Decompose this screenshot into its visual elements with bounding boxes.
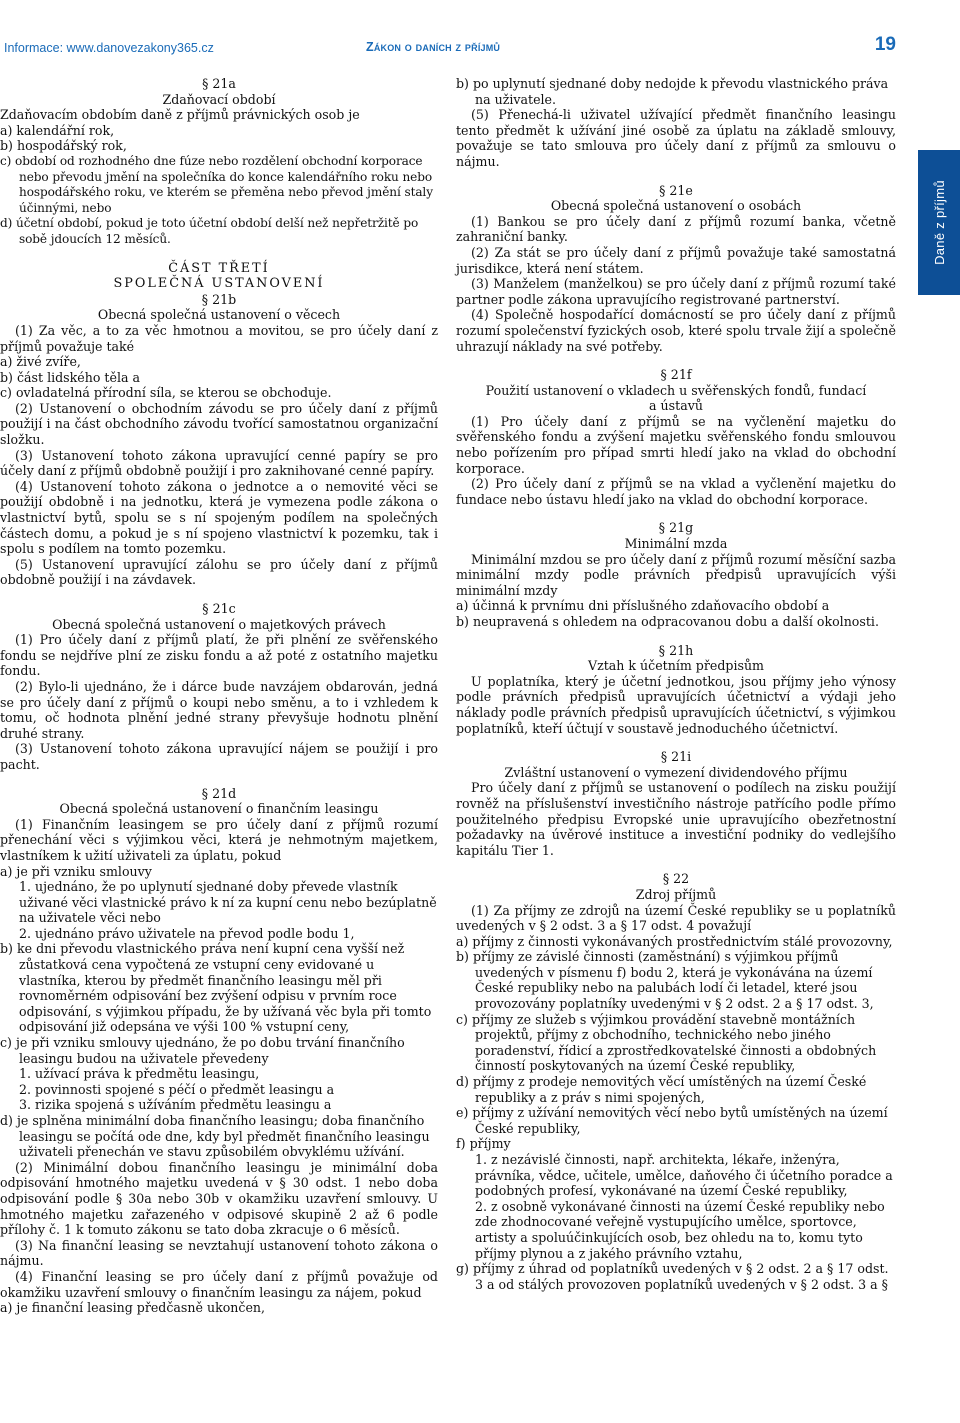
list-item: b) neupravená s ohledem na odpracovanou dobu a další okolnosti. [456,614,879,629]
paragraph: (1) Bankou se pro účely daní z příjmů rozumí banka, včetně zahraniční banky. [456,213,896,245]
list-item: c) ovladatelná přírodní síla, se kterou se obchoduje. [0,385,332,401]
paragraph: Zdaňovacím obdobím daně z příjmů právnických osob je [0,107,360,123]
right-column [456,76,896,1292]
paragraph: (2) Minimální dobou finančního leasingu je minimální doba odpisování hmotného majetku uvedená v § 30 odst. 1 nebo doba odpisování podle § 30a nebo 30b v okamžiku uzavření smlouvy. U hmotného majetku zařazeného v odpisové skupině 2 až 6 podle přílohy č. 1 k tomuto zákonu se tato doba zkracuje o 6 měsíců. [0,1159,438,1238]
paragraph: (3) Ustanovení tohoto zákona upravující cenné papíry se pro účely daní z příjmů obdobně použijí i pro zaknihované cenné papíry. [0,447,438,479]
paragraph: (1) Za příjmy ze zdrojů na území České republiky se u poplatníků uvedených v § 2 odst. 3 a § 17 odst. 4 považují [456,902,896,934]
section-title-continued: a ústavů [649,398,703,414]
list-subitem: 2. povinnosti spojené s péčí o předmět leasingu a [19,1081,335,1097]
list-item: a) příjmy z činnosti vykonávaných prostřednictvím stálé provozovny, [456,933,893,949]
paragraph: (4) Finanční leasing se pro účely daní z příjmů považuje od okamžiku uzavření smlouvy o finančním leasingu za nájem, pokud [0,1268,438,1300]
paragraph: (1) Finančním leasingem se pro účely daní z příjmů rozumí přenechání věci s výjimkou věci, která je nehmotným majetkem, vlastníkem k užití uživateli za úplatu, pokud [0,816,438,863]
section-number: § 21f [660,367,692,383]
section-number: § 21g [658,520,694,536]
list-item: a) je při vzniku smlouvy [0,863,152,879]
list-item: a) účinná k prvnímu dni příslušného zdaňovacího období a [456,598,830,614]
list-item: b) ke dni převodu vlastnického práva není kupní cena vyšší než zůstatková cena vypočtená ze vstupní ceny evidované u vlastníka, kterou by předmět finančního leasingu měl při rovnoměrném odpisování bez zvýšení odpisu v prvním roce odpisování, s výjimkou případu, že by užívaná věc byla při tomto odpisování již odepsána ve výši 100 % vstupní ceny, [0,941,432,1035]
list-item: a) kalendářní rok, [0,122,115,138]
paragraph: Minimální mzdou se pro účely daní z příjmů rozumí měsíční sazba minimální mzdy podle právních předpisů upravujících výši minimální mzdy [456,551,896,598]
paragraph: (1) Pro účely daní z příjmů se na vyčlenění majetku do svěřenského fondu a zvýšení majetku svěřenského fondu smlouvou nebo pořízením pro případ smrti hledí jako na vklad do obchodní korporace. [456,413,896,476]
paragraph: U poplatníka, který je účetní jednotkou, jsou příjmy jeho výnosy podle právních předpisů upravujících účetnictví a výdaji jeho náklady podle právních předpisů upravujících účetnictví, s výjimkou poplatníků, kteří účtují v soustavě jednoduchého účetnictví. [456,673,896,736]
paragraph: (1) Za věc, a to za věc hmotnou a movitou, se pro účely daní z příjmů považuje také [0,322,438,354]
list-item: c) období od rozhodného dne fúze nebo rozdělení obchodní korporace nebo převodu jmění na společníka do konce kalendářního roku nebo hospodářského roku, ve kterém se přeměna nebo převod jmění staly účinnými, nebo [0,153,433,215]
section-title: Obecná společná ustanovení o osobách [550,198,802,214]
list-item: b) po uplynutí sjednané doby nedojde k převodu vlastnického práva na uživatele. [456,76,889,107]
list-subitem: 2. z osobně vykonávané činnosti na území České republiky nebo zde zhodnocované veřejně vystupujícího umělce, sportovce, artisty a spoluúčinkujících osob, bez ohledu na to, komu tyto příjmy plynou a z jakého právního vztahu, [475,1198,885,1261]
paragraph: (3) Manželem (manželkou) se pro účely daní z příjmů rozumí také partner podle zákona upravujícího registrované partnerství. [456,276,896,307]
paragraph: Pro účely daní z příjmů se ustanovení o podílech na zisku použijí rovněž na příslušenství investičního nástroje patřícího podle přímo použitelného předpisu Evropské unie upravujícího obezřetnostní požadavky na úvěrové instituce a investiční podniky do vedlejšího kapitálu Tier 1. [456,780,896,858]
list-item: d) je splněna minimální doba finančního leasingu; doba finančního leasingu se počítá ode dne, kdy byl předmět finančního leasingu uživateli přenechán ve stavu způsobilém obvyklému užívání. [0,1113,430,1160]
left-column [0,76,438,1316]
list-subitem: 1. užívací práva k předmětu leasingu, [19,1066,260,1082]
source-url[interactable]: Informace: www.danovezakony365.cz [4,41,214,55]
side-tab-label: Daně z příjmů [931,180,947,265]
section-number: § 21c [202,601,236,616]
section-title: Zvláštní ustanovení o vymezení dividendového příjmu [504,764,848,780]
paragraph: (5) Ustanovení upravující zálohu se pro účely daní z příjmů obdobně použijí i na závdavek. [0,556,438,588]
paragraph: (2) Bylo-li ujednáno, že i dárce bude navzájem obdarován, jedná se pro účely daní z příjmů o koupi nebo směnu, a to i vzhledem k tomu, oč hodnota plnění jedné strany převyšuje hodnotu plnění druhé strany. [0,678,438,741]
list-subitem: 3. rizika spojená s užíváním předmětu leasingu a [19,1097,332,1113]
section-title: Obecná společná ustanovení o finančním leasingu [59,801,379,817]
list-subitem: 2. ujednáno právo uživatele na převod podle bodu 1, [19,925,355,941]
section-number: § 21d [201,785,237,801]
section-title: Zdaňovací období [162,91,276,107]
section-number: § 21e [659,182,693,198]
part-title: SPOLEČNÁ USTANOVENÍ [113,276,325,292]
list-subitem: 1. z nezávislé činnosti, např. architekta, lékaře, inženýra, právníka, vědce, učitele, umělce, daňového či účetního poradce a podobných profesí, vykonávané na území České republiky, [475,1152,893,1199]
list-item: a) je finanční leasing předčasně ukončen, [0,1300,266,1316]
list-item: e) příjmy z užívání nemovitých věcí nebo bytů umístěných na území České republiky, [456,1105,888,1136]
section-title: Minimální mzda [624,536,728,552]
section-title: Obecná společná ustanovení o věcech [97,307,341,323]
list-item: c) je při vzniku smlouvy ujednáno, že po dobu trvání finančního leasingu budou na uživatele převedeny [0,1035,405,1066]
list-item: f) příjmy [456,1136,511,1152]
paragraph: (2) Za stát se pro účely daní z příjmů považuje také samostatná jurisdikce, která není státem. [456,244,896,276]
section-title: Obecná společná ustanovení o majetkových právech [52,616,386,632]
part-number: ČÁST TŘETÍ [168,260,270,276]
running-title: Zákon o daních z příjmů [366,40,501,54]
paragraph: (3) Na finanční leasing se nevztahují ustanovení tohoto zákona o nájmu. [0,1237,438,1269]
list-item: b) část lidského těla a [0,369,140,385]
list-item: g) příjmy z úhrad od poplatníků uvedených v § 2 odst. 2 a § 17 odst. 3 a od stálých provozoven poplatníků uvedených v § 2 odst. 3 a § [456,1261,889,1292]
section-number: § 21i [660,749,692,765]
paragraph: (3) Ustanovení tohoto zákona upravující nájem se použijí i pro pacht. [0,741,438,772]
list-item: c) příjmy ze služeb s výjimkou provádění stavebně montážních projektů, příjmy z obchodního, technického nebo jiného poradenství, řídicí a zprostředkovatelské činnosti a obdobných činností poskytovaných na území České republiky, [456,1011,877,1074]
paragraph: (4) Společně hospodařící domácností se pro účely daní z příjmů rozumí společenství fyzických osob, které spolu trvale žijí a společně uhrazují náklady na své potřeby. [456,307,896,354]
section-number: § 22 [662,871,690,887]
list-item: a) živé zvíře, [0,354,81,370]
paragraph: (1) Pro účely daní z příjmů platí, že při plnění ze svěřenského fondu se nejdříve plní ze zisku fondu a až poté z ostatního majetku fondu. [0,632,438,679]
paragraph: (4) Ustanovení tohoto zákona o jednotce a o nemovité věci se použijí obdobně i na jednotku, která je vymezena podle zákona o vlastnictví bytů, spolu se s ní spojeným podílem na společných částech domu, a pokud je s ní spojeno vlastnictví k pozemku, tak i spolu s podílem na tomto pozemku. [0,478,438,557]
list-item: b) hospodářský rok, [0,138,127,154]
section-number: § 21b [201,291,237,307]
section-title: Použití ustanovení o vkladech u svěřenských fondů, fundací [485,382,867,398]
list-item: d) příjmy z prodeje nemovitých věcí umístěných na území České republiky a z práv s nimi spojených, [456,1074,867,1105]
list-item: b) příjmy ze závislé činnosti (zaměstnání) s výjimkou příjmů uvedených v písmenu f) bodu 2, která je vykonávána na území České republiky nebo na palubách lodí či letadel, které jsou provozovány poplatníky uvedenými v § 2 odst. 2 a § 17 odst. 3, [456,949,874,1012]
side-tab [918,150,960,295]
section-title: Vztah k účetním předpisům [587,658,764,674]
list-subitem: 1. ujednáno, že po uplynutí sjednané doby převede vlastník uživané věci vlastnické právo k ní za kupní cenu nebo bezúplatně na uživatele věci nebo [19,879,437,926]
section-number: § 21a [202,76,236,91]
section-title: Zdroj příjmů [635,886,717,902]
list-item: d) účetní období, pokud je toto účetní období delší než nepřetržitě po sobě jdoucích 12 měsíců. [0,216,419,246]
section-number: § 21h [658,642,694,658]
paragraph: (5) Přenechá-li uživatel užívající předmět finančního leasingu tento předmět k užívání jiné osobě za úplatu na základě smlouvy, považuje se tato smlouva pro účely daní z příjmů za smlouvu o nájmu. [456,107,896,169]
page-number: 19 [874,34,896,55]
paragraph: (2) Pro účely daní z příjmů se na vklad a vyčlenění majetku do fundace nebo ústavu hledí jako na vklad do obchodní korporace. [456,476,896,507]
paragraph: (2) Ustanovení o obchodním závodu se pro účely daní z příjmů použijí i na část obchodního závodu tvořící samostatnou organizační složku. [0,400,438,448]
